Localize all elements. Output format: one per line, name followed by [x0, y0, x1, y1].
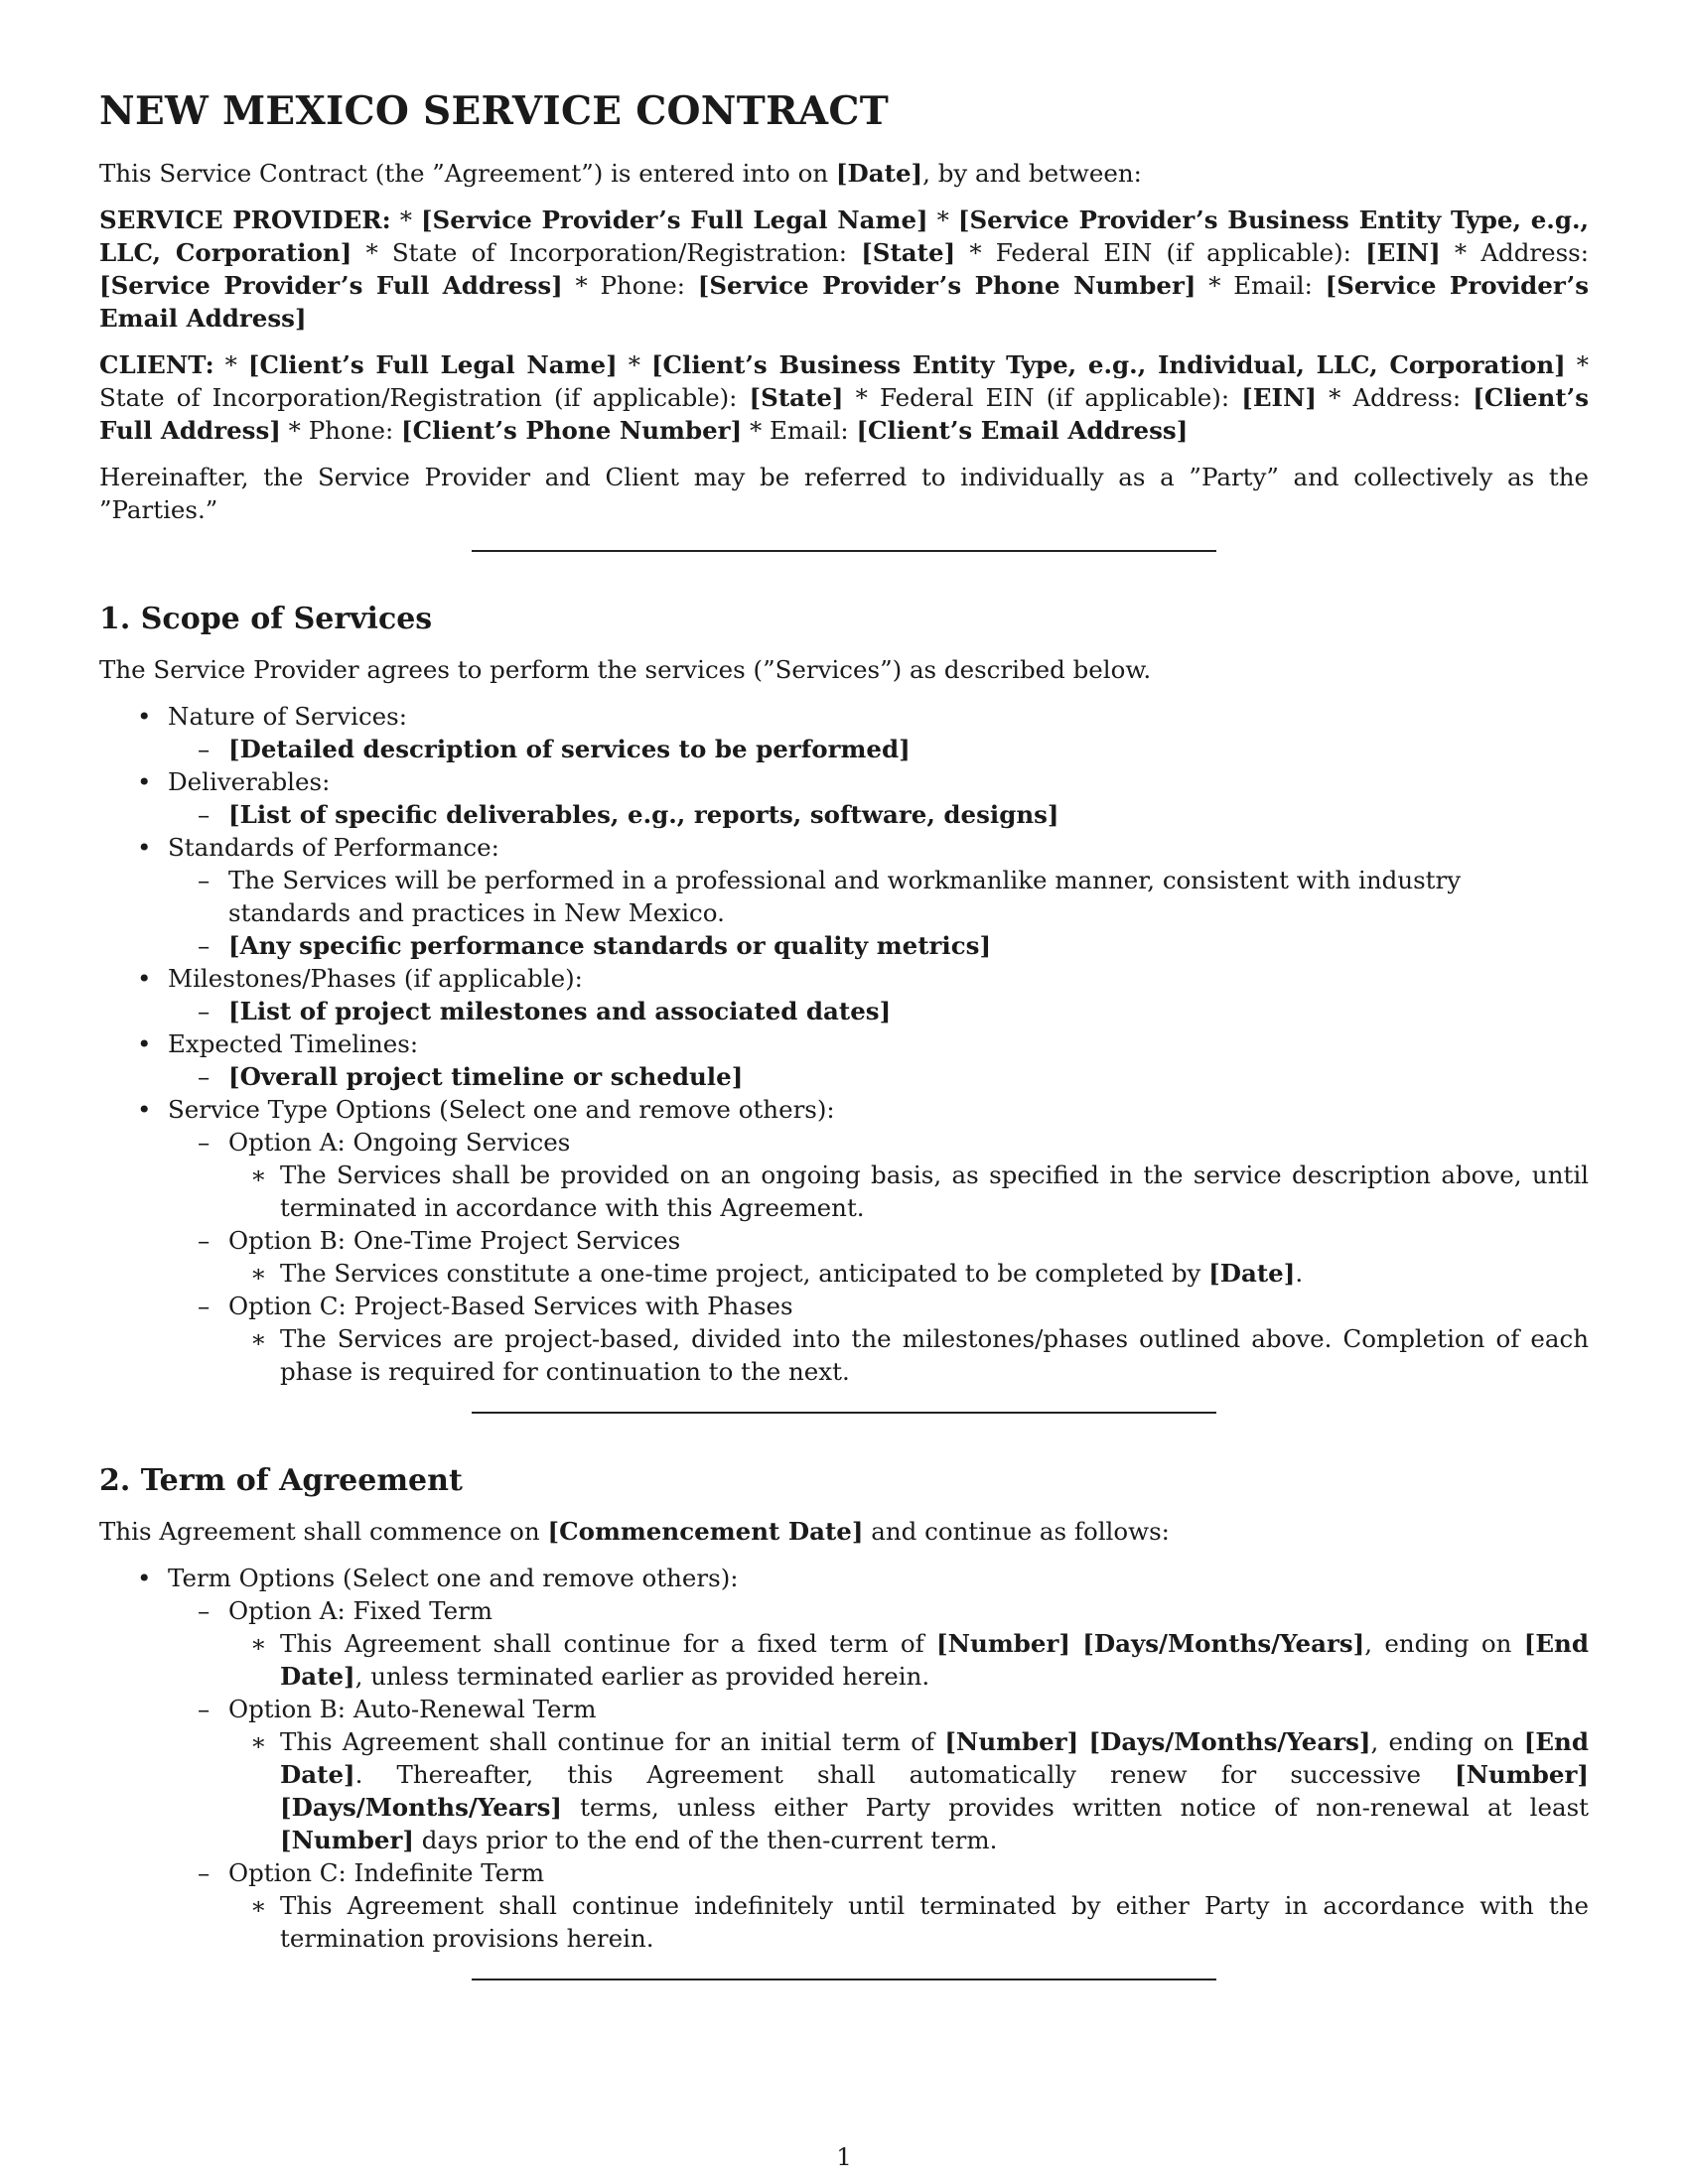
text-run: days prior to the end of the then-current term. [413, 1826, 998, 1854]
list-item [168, 929, 1589, 962]
scope-list [99, 700, 1589, 1388]
list-item [99, 1093, 1589, 1388]
client-address-label: * Address: [1316, 383, 1474, 412]
section-2-heading: 2. Term of Agreement [99, 1463, 463, 1498]
end-date-placeholder: [End Date] [280, 1727, 1589, 1789]
list-item [228, 1257, 1589, 1290]
standards-label: Standards of Performance: [168, 833, 499, 862]
term-options-label: Term Options (Select one and remove others): [168, 1564, 739, 1592]
provider-phone-placeholder: [Service Provider’s Phone Number] [697, 271, 1196, 300]
text-run: , unless terminated earlier as provided herein. [354, 1662, 930, 1691]
option-c-text: ∗ The Services are project-based, divided into the milestones/phases outlined above. Completion of each phase is required for continuation to the next. [280, 1324, 1589, 1386]
section-2-intro-start: This Agreement shall commence on [99, 1517, 548, 1546]
list-item [168, 1856, 1589, 1955]
service-provider-block [99, 204, 1589, 335]
text-run: terms, unless either Party provides written notice of non-renewal at least [561, 1793, 1589, 1822]
option-c-label: – Option C: Project-Based Services with Phases [228, 1292, 793, 1320]
client-name-placeholder: [Client’s Full Legal Name] [247, 350, 618, 379]
provider-entity-placeholder: [Service Provider’s Business Entity Type, e.g., LLC, Corporation] [99, 205, 1590, 267]
section-divider [472, 1412, 1216, 1414]
number-placeholder: [Number] [944, 1727, 1079, 1756]
provider-email-placeholder: [Service Provider’s Email Address] [99, 271, 1589, 333]
list-item [99, 765, 1589, 831]
document-title: NEW MEXICO SERVICE CONTRACT [99, 88, 890, 134]
list-item [99, 1027, 1589, 1093]
term-list [99, 1562, 1589, 1955]
option-b-text [280, 1259, 1303, 1288]
client-email-placeholder: [Client’s Email Address] [856, 416, 1189, 445]
agreement-date-placeholder: [Date] [835, 159, 923, 188]
term-option-a-label: – Option A: Fixed Term [228, 1596, 493, 1625]
document-page [99, 87, 1589, 2028]
end-date-placeholder: [End Date] [280, 1629, 1589, 1691]
number-placeholder: [Number] [936, 1629, 1070, 1658]
list-item [168, 1060, 1589, 1093]
list-item [228, 1725, 1589, 1856]
option-a-text: ∗ The Services shall be provided on an ongoing basis, as specified in the service description above, until terminated in accordance with this Agreement. [280, 1160, 1589, 1222]
text-run [1078, 1727, 1088, 1756]
list-item [228, 1322, 1589, 1388]
unit-placeholder: [Days/Months/Years] [280, 1793, 562, 1822]
list-item [99, 831, 1589, 962]
unit-placeholder: [Days/Months/Years] [1088, 1727, 1371, 1756]
provider-address-label: * Address: [1440, 238, 1589, 267]
term-option-c-label: – Option C: Indefinite Term [228, 1858, 545, 1887]
list-item [99, 962, 1589, 1027]
provider-email-label: * Email: [1196, 271, 1326, 300]
timelines-placeholder: [Overall project timeline or schedule] [228, 1062, 744, 1091]
text-run: , ending on [1370, 1727, 1524, 1756]
client-ein-label: * Federal EIN (if applicable): [843, 383, 1242, 412]
client-ein-placeholder: [EIN] [1241, 383, 1317, 412]
hereinafter-paragraph: Hereinafter, the Service Provider and Client may be referred to individually as a ”Party” and collectively as the ”Parties.” [99, 463, 1589, 524]
text-run [1070, 1629, 1082, 1658]
list-item [228, 1159, 1589, 1224]
client-state-label: * State of Incorporation/Registration (if applicable): [99, 350, 1590, 412]
client-state-placeholder: [State] [749, 383, 844, 412]
deliverables-placeholder: [List of specific deliverables, e.g., reports, software, designs] [228, 800, 1059, 829]
list-item [168, 798, 1589, 831]
provider-ein-placeholder: [EIN] [1365, 238, 1441, 267]
list-item [168, 1224, 1589, 1290]
list-item [168, 733, 1589, 765]
section-1-heading: 1. Scope of Services [99, 602, 433, 636]
separator: * [617, 350, 651, 379]
client-block [99, 348, 1589, 447]
section-2-intro-end: and continue as follows: [863, 1517, 1170, 1546]
commencement-date-placeholder: [Commencement Date] [547, 1517, 864, 1546]
standards-placeholder: [Any specific performance standards or quality metrics] [228, 931, 992, 960]
intro-paragraph [99, 157, 1589, 190]
option-b-text-end: . [1295, 1259, 1304, 1288]
list-item [228, 1889, 1589, 1955]
client-address-placeholder: [Client’s Full Address] [99, 383, 1589, 445]
number-placeholder: [Number] [1455, 1760, 1589, 1789]
provider-address-placeholder: [Service Provider’s Full Address] [99, 271, 563, 300]
list-item [168, 995, 1589, 1027]
section-divider [472, 1979, 1216, 1980]
provider-label: SERVICE PROVIDER: [99, 205, 391, 234]
section-1-intro: The Service Provider agrees to perform the services (”Services”) as described below. [99, 655, 1152, 684]
term-option-c-text: ∗ This Agreement shall continue indefinitely until terminated by either Party in accordance with the termination provisions herein. [280, 1891, 1589, 1953]
intro-text-end: , by and between: [922, 159, 1142, 188]
standards-text: – The Services will be performed in a professional and workmanlike manner, consistent with industry standards and practices in New Mexico. [228, 866, 1462, 927]
separator: * [213, 350, 248, 379]
timelines-label: Expected Timelines: [168, 1029, 419, 1058]
list-item [168, 1693, 1589, 1856]
unit-placeholder: [Days/Months/Years] [1082, 1629, 1365, 1658]
term-option-b-label: – Option B: Auto-Renewal Term [228, 1695, 597, 1723]
section-2-intro [99, 1515, 1589, 1548]
client-label: CLIENT: [99, 350, 214, 379]
nature-placeholder: [Detailed description of services to be performed] [228, 735, 911, 763]
separator: * [927, 205, 958, 234]
section-divider [472, 550, 1216, 552]
option-a-label: – Option A: Ongoing Services [228, 1128, 571, 1157]
provider-ein-label: * Federal EIN (if applicable): [955, 238, 1366, 267]
list-item [168, 1290, 1589, 1388]
text-run: This Agreement shall continue for an initial term of [280, 1727, 945, 1756]
deliverables-label: Deliverables: [168, 767, 331, 796]
list-item [99, 700, 1589, 765]
nature-of-services-label: Nature of Services: [168, 702, 407, 731]
list-item [168, 1594, 1589, 1693]
list-item [99, 1562, 1589, 1955]
provider-name-placeholder: [Service Provider’s Full Legal Name] [420, 205, 928, 234]
option-b-label: – Option B: One-Time Project Services [228, 1226, 681, 1255]
milestones-placeholder: [List of project milestones and associated dates] [228, 997, 892, 1025]
service-type-label: Service Type Options (Select one and remove others): [168, 1095, 835, 1124]
page-number: 1 [836, 2142, 852, 2171]
provider-state-label: * State of Incorporation/Registration: [352, 238, 862, 267]
list-item [228, 1627, 1589, 1693]
term-option-b-text [280, 1727, 1589, 1854]
provider-state-placeholder: [State] [861, 238, 956, 267]
milestones-label: Milestones/Phases (if applicable): [168, 964, 583, 993]
text-run: . Thereafter, this Agreement shall automatically renew for successive [354, 1760, 1456, 1789]
intro-text: This Service Contract (the ”Agreement”) is entered into on [99, 159, 836, 188]
client-entity-placeholder: [Client’s Business Entity Type, e.g., Individual, LLC, Corporation] [650, 350, 1566, 379]
option-b-text-start: The Services constitute a one-time project, anticipated to be completed by [280, 1259, 1209, 1288]
term-option-a-text [280, 1629, 1589, 1691]
option-b-date-placeholder: [Date] [1208, 1259, 1296, 1288]
separator: * [390, 205, 421, 234]
number-placeholder: [Number] [280, 1826, 414, 1854]
list-item [168, 864, 1589, 929]
provider-phone-label: * Phone: [562, 271, 698, 300]
text-run: , ending on [1364, 1629, 1524, 1658]
client-phone-placeholder: [Client’s Phone Number] [401, 416, 743, 445]
text-run: This Agreement shall continue for a fixed term of [280, 1629, 937, 1658]
list-item [168, 1126, 1589, 1224]
client-phone-label: * Phone: [280, 416, 402, 445]
client-email-label: * Email: [742, 416, 857, 445]
